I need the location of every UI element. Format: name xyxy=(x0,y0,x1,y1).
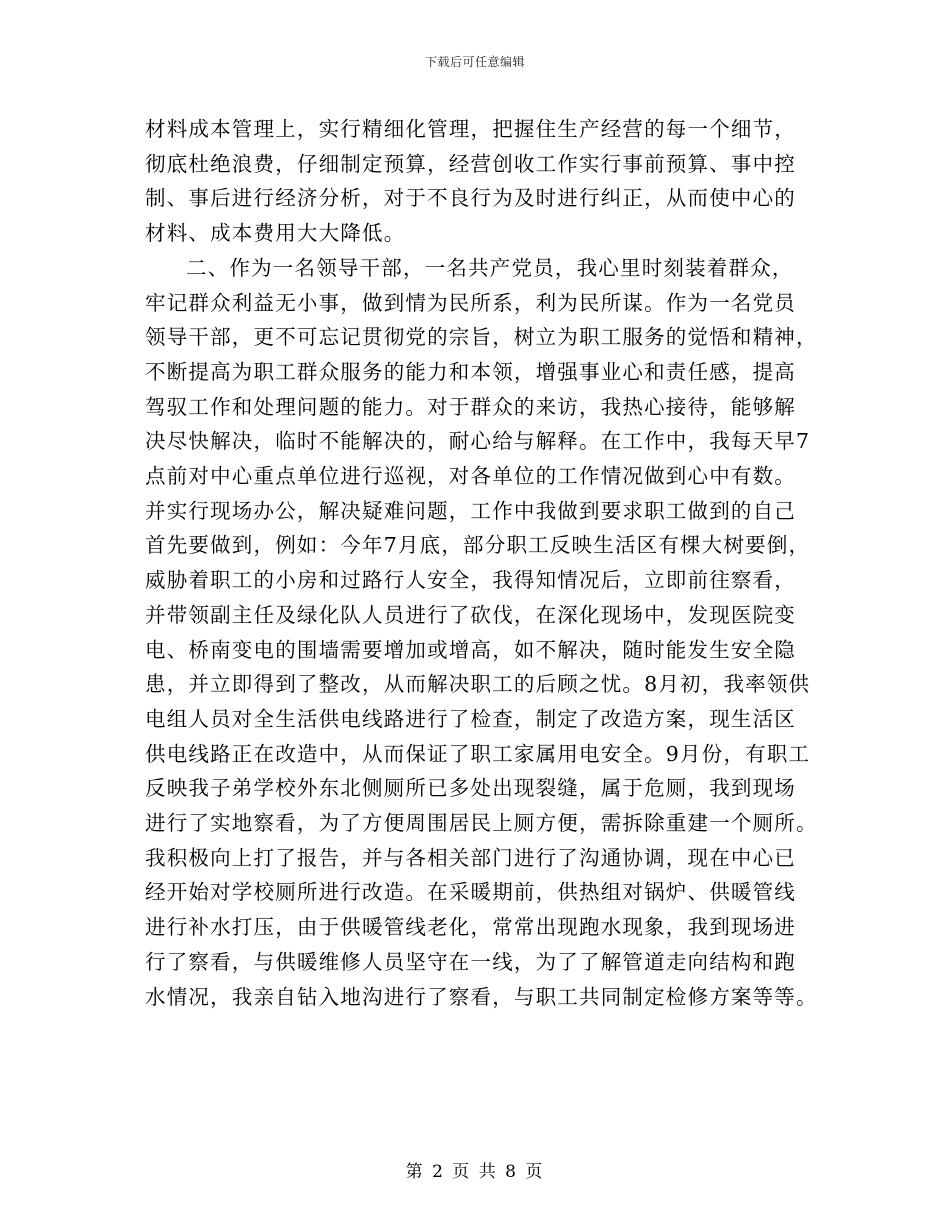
text-line: 首先要做到，例如：今年7月底，部分职工反映生活区有棵大树要倒， xyxy=(145,533,811,558)
text-line: 行了察看，与供暖维修人员坚守在一线，为了了解管道走向结构和跑 xyxy=(145,949,796,974)
text-line: 制、事后进行经济分析，对于不良行为及时进行纠正，从而使中心的 xyxy=(145,186,796,211)
text-line: 威胁着职工的小房和过路行人安全，我得知情况后，立即前往察看， xyxy=(145,568,796,593)
text-line: 患，并立即得到了整改，从而解决职工的后顾之忧。8月初，我率领供 xyxy=(145,672,811,697)
text-line: 决尽快解决，临时不能解决的，耐心给与解释。在工作中，我每天早7 xyxy=(145,429,811,454)
text-line: 并实行现场办公，解决疑难问题，工作中我做到要求职工做到的自己 xyxy=(145,498,796,523)
text-line: 反映我子弟学校外东北侧厕所已多处出现裂缝，属于危厕，我到现场 xyxy=(145,776,796,801)
text-line: 二、作为一名领导干部，一名共产党员，我心里时刻装着群众， xyxy=(186,255,794,280)
text-line: 彻底杜绝浪费，仔细制定预算，经营创收工作实行事前预算、事中控 xyxy=(145,151,796,176)
text-line: 领导干部，更不可忘记贯彻党的宗旨，树立为职工服务的觉悟和精神， xyxy=(145,325,818,350)
text-line: 牢记群众利益无小事，做到情为民所系，利为民所谋。作为一名党员 xyxy=(145,290,796,315)
text-line: 经开始对学校厕所进行改造。在采暖期前，供热组对锅炉、供暖管线 xyxy=(145,880,796,905)
text-line: 驾驭工作和处理问题的能力。对于群众的来访，我热心接待，能够解 xyxy=(145,394,796,419)
text-line: 电、桥南变电的围墙需要增加或增高，如不解决，随时能发生安全隐 xyxy=(145,637,796,662)
text-line: 进行了实地察看，为了方便周围居民上厕方便，需拆除重建一个厕所。 xyxy=(145,811,818,836)
text-line: 不断提高为职工群众服务的能力和本领，增强事业心和责任感，提高 xyxy=(145,359,796,384)
text-line: 并带领副主任及绿化队人员进行了砍伐，在深化现场中，发现医院变 xyxy=(145,602,796,627)
text-line: 材料成本管理上，实行精细化管理，把握住生产经营的每一个细节， xyxy=(145,117,796,141)
document-body xyxy=(145,112,818,1014)
text-line: 我积极向上打了报告，并与各相关部门进行了沟通协调，现在中心已 xyxy=(145,845,796,870)
page-footer: 第 2 页 共 8 页 xyxy=(405,1162,545,1182)
text-line: 水情况，我亲自钻入地沟进行了察看，与职工共同制定检修方案等等。 xyxy=(145,984,818,1009)
text-line: 电组人员对全生活供电线路进行了检查，制定了改造方案，现生活区 xyxy=(145,706,796,731)
paragraph-1 xyxy=(145,112,800,251)
paragraph-2 xyxy=(145,251,818,1014)
text-line: 进行补水打压，由于供暖管线老化，常常出现跑水现象，我到现场进 xyxy=(145,915,796,940)
text-line: 点前对中心重点单位进行巡视，对各单位的工作情况做到心中有数。 xyxy=(145,464,796,489)
text-line: 供电线路正在改造中，从而保证了职工家属用电安全。9月份，有职工 xyxy=(145,741,811,766)
page-header: 下载后可任意编辑 xyxy=(424,55,525,69)
text-line: 材料、成本费用大大降低。 xyxy=(145,221,406,246)
